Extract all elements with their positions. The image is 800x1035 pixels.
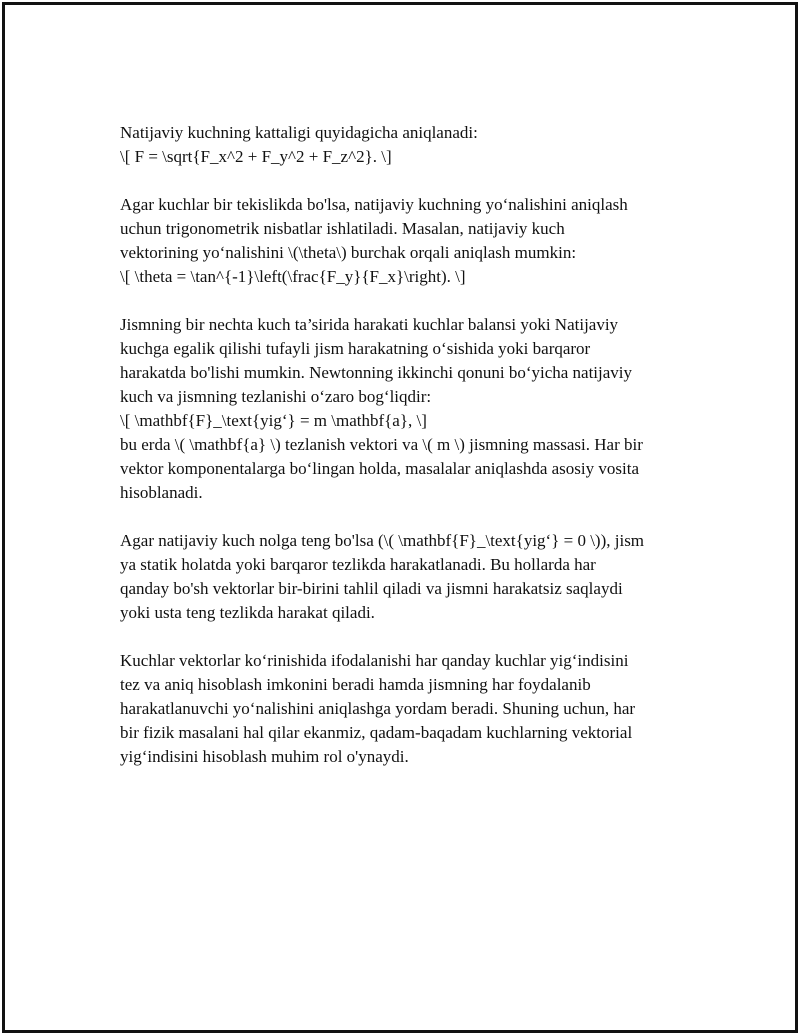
text-line: Jismning bir nechta kuch ta’sirida harakati kuchlar balansi yoki Natijaviy [120, 315, 619, 334]
text-line: kuch va jismning tezlanishi o‘zaro bog‘liqdir: [120, 387, 432, 406]
paragraph-equilibrium [120, 529, 705, 625]
text-line: hisoblanadi. [120, 483, 203, 502]
formula-line: \[ \theta = \tan^{-1}\left(\frac{F_y}{F_x}\right). \] [120, 267, 466, 286]
text-line: harakatda bo'lishi mumkin. Newtonning ikkinchi qonuni bo‘yicha natijaviy [120, 363, 633, 382]
document-body [120, 121, 705, 793]
text-line: uchun trigonometrik nisbatlar ishlatiladi. Masalan, natijaviy kuch [120, 219, 565, 238]
paragraph-resultant-magnitude [120, 121, 705, 169]
text-line: yoki usta teng tezlikda harakat qiladi. [120, 603, 375, 622]
text-line: Natijaviy kuchning kattaligi quyidagicha aniqlanadi: [120, 123, 478, 142]
text-line: qanday bo'sh vektorlar bir-birini tahlil qiladi va jismni harakatsiz saqlaydi [120, 579, 623, 598]
page-frame [2, 2, 798, 1033]
text-line: bir fizik masalani hal qilar ekanmiz, qadam-baqadam kuchlarning vektorial [120, 723, 633, 742]
text-line: harakatlanuvchi yo‘nalishini aniqlashga yordam beradi. Shuning uchun, har [120, 699, 636, 718]
text-line: Agar natijaviy kuch nolga teng bo'lsa (\( \mathbf{F}_\text{yig‘} = 0 \)), jism [120, 531, 645, 550]
text-line: vektorining yo‘nalishini \(\theta\) burchak orqali aniqlash mumkin: [120, 243, 577, 262]
paragraph-direction [120, 193, 705, 289]
formula-line: \[ \mathbf{F}_\text{yig‘} = m \mathbf{a}, \] [120, 411, 427, 430]
text-line: vektor komponentalarga bo‘lingan holda, masalalar aniqlashda asosiy vosita [120, 459, 639, 478]
paragraph-newton-second-law [120, 313, 705, 505]
text-line: bu erda \( \mathbf{a} \) tezlanish vektori va \( m \) jismning massasi. Har bir [120, 435, 643, 454]
formula-line: \[ F = \sqrt{F_x^2 + F_y^2 + F_z^2}. \] [120, 147, 392, 166]
text-line: ya statik holatda yoki barqaror tezlikda harakatlanadi. Bu hollarda har [120, 555, 596, 574]
text-line: Agar kuchlar bir tekislikda bo'lsa, natijaviy kuchning yo‘nalishini aniqlash [120, 195, 628, 214]
text-line: tez va aniq hisoblash imkonini beradi hamda jismning har foydalanib [120, 675, 591, 694]
text-line: yig‘indisini hisoblash muhim rol o'ynaydi. [120, 747, 409, 766]
text-line: Kuchlar vektorlar ko‘rinishida ifodalanishi har qanday kuchlar yig‘indisini [120, 651, 629, 670]
paragraph-conclusion [120, 649, 705, 769]
text-line: kuchga egalik qilishi tufayli jism harakatning o‘sishida yoki barqaror [120, 339, 591, 358]
